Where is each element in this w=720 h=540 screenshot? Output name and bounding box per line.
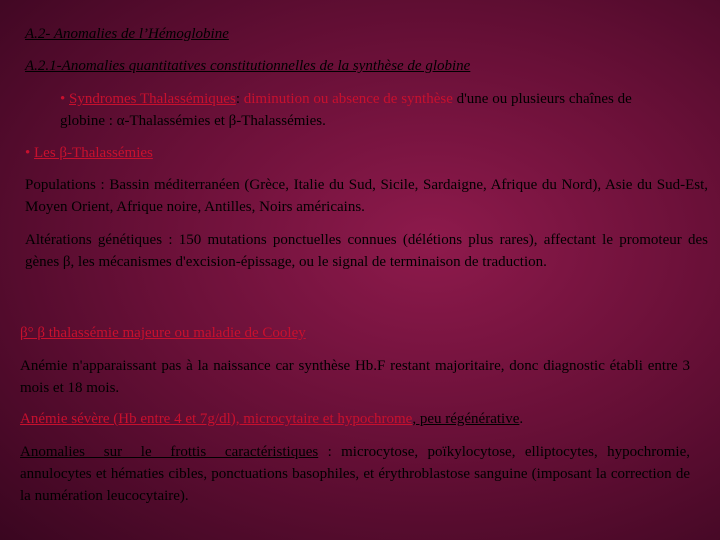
syndromes-bullet: •: [60, 91, 66, 107]
alterations-paragraph: Altérations génétiques : 150 mutations ponctuelles connues (délétions plus rares), affectant le promoteur des gènes β, les mécanismes d'excision-épissage, ou le signal de terminaison de traduction.: [25, 232, 708, 270]
syndromes-term: Syndromes Thalassémiques: [69, 91, 236, 107]
heading-hemoglobine: A.2- Anomalies de l’Hémoglobine: [25, 26, 229, 42]
severe-anemia-red: Anémie sévère (Hb entre 4 et 7g/dl), microcytaire et hypochrome: [20, 411, 413, 427]
beta-bullet: •: [25, 145, 31, 161]
anemie-paragraph: Anémie n'apparaissant pas à la naissance car synthèse Hb.F restant majoritaire, donc diagnostic établi entre 3 mois et 18 mois.: [20, 358, 690, 396]
severe-anemia-black: , peu régénérative: [412, 411, 520, 427]
beta-thalassemia-heading: [25, 142, 153, 164]
beta-heading-text: Les β-Thalassémies: [34, 145, 153, 161]
frottis-text: : microcytose, poïkylocytose, elliptocytes, hypochromie, annulocytes et hématies cibles, ponctuations basophiles, et érythroblastose sanguine (imposant la correction de la numération leucocytaire).: [20, 444, 690, 504]
severe-anemia-line: [20, 408, 523, 430]
cooley-heading: β° β thalassémie majeure ou maladie de Cooley: [20, 325, 306, 341]
syndromes-colon: :: [235, 91, 244, 107]
syndromes-desc-red: diminution ou absence de synthèse: [243, 91, 453, 107]
heading-quantitative-anomalies: A.2.1-Anomalies quantitatives constitutionnelles de la synthèse de globine: [25, 58, 471, 74]
severe-anemia-end: .: [519, 411, 524, 427]
syndromes-desc-rest: d'une ou plusieurs chaînes de globine : α-Thalassémies et β-Thalassémies.: [60, 91, 632, 129]
frottis-paragraph: [20, 441, 690, 507]
syndromes-paragraph: [60, 88, 680, 132]
populations-paragraph: Populations : Bassin méditerranéen (Grèce, Italie du Sud, Sicile, Sardaigne, Afrique du Nord), Asie du Sud-Est, Moyen Orient, Afrique noire, Antilles, Noirs américains.: [25, 177, 708, 215]
frottis-label: Anomalies sur le frottis caractéristiques: [20, 444, 319, 460]
